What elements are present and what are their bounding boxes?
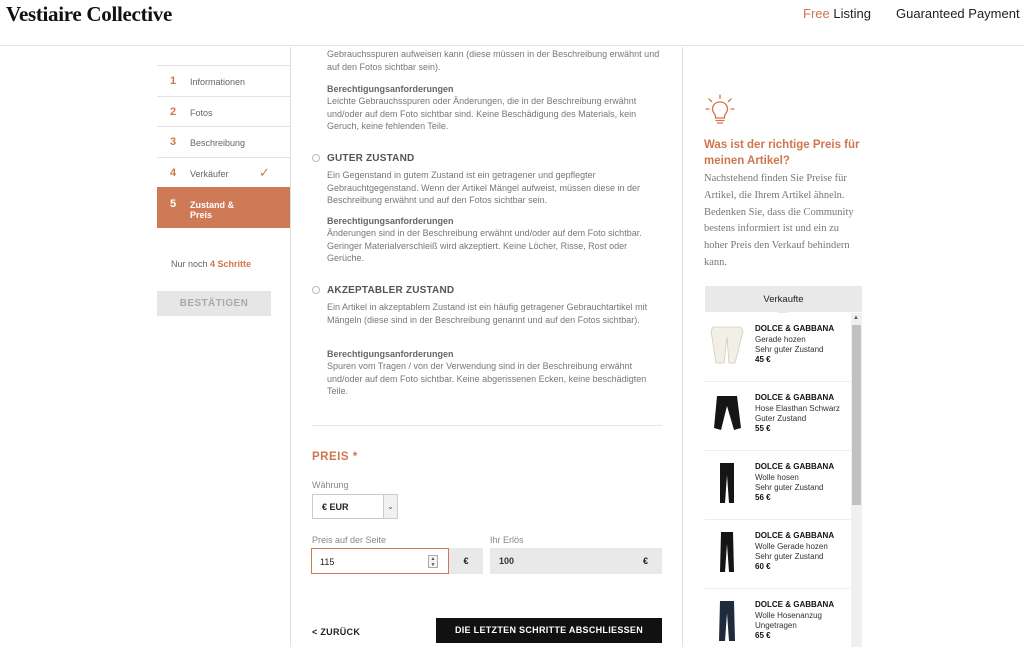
site-price-value: 115 (320, 557, 335, 567)
item-name: Gerade hozen (755, 335, 806, 344)
item-name: Wolle Hosenanzug (755, 611, 823, 620)
condition-top-text: Gebrauchsspuren aufweisen kann (diese müssen in der Beschreibung erwähnt und auf den Fotos sichtbar sein). (327, 49, 660, 72)
nav-free-rest: Listing (833, 6, 871, 21)
black-leggings-icon (707, 461, 747, 505)
site-price-input[interactable] (311, 548, 449, 574)
item-price: 65 € (755, 631, 771, 640)
chevron-down-icon[interactable]: ⌄ (383, 495, 397, 518)
item-name: Hose Elasthan Schwarz (755, 404, 840, 413)
item-price: 56 € (755, 493, 771, 502)
scroll-up-icon[interactable]: ▲ (853, 315, 859, 321)
white-trousers-icon (707, 323, 747, 367)
earnings-currency: € (642, 556, 648, 566)
logo[interactable]: Vestiaire Collective (6, 2, 173, 26)
step-label: Informationen (190, 77, 246, 87)
navy-trousers-icon (707, 599, 747, 643)
earnings-value: 100 (499, 556, 515, 566)
step-number: 3 (170, 136, 177, 148)
remaining-steps (171, 259, 251, 269)
step-number: 1 (170, 75, 177, 87)
earnings-label: Ihr Erlös (490, 535, 524, 545)
sold-list-scrollbar[interactable] (851, 313, 862, 647)
earnings-field (490, 548, 662, 574)
list-item[interactable] (705, 589, 862, 647)
item-price: 45 € (755, 355, 771, 364)
step-fotos[interactable] (157, 96, 290, 127)
step-label: Verkäufer (190, 168, 229, 179)
finish-steps-button[interactable]: DIE LETZTEN SCHRITTE ABSCHLIESSEN (436, 618, 662, 643)
nav-free-listing[interactable] (803, 6, 871, 21)
item-condition: Guter Zustand (755, 414, 807, 423)
step-number: 2 (170, 105, 177, 118)
akzeptabler-zustand-requirements: Spuren vom Tragen / von der Verwendung sind in der Beschreibung erwähnt und/oder auf dem Foto sichtbar. Keine abgerissenen Ecken, keine beschädigten Teile. (327, 361, 647, 396)
condition-top-requirements: Leichte Gebrauchsspuren oder Änderungen, die in der Beschreibung erwähnt und/oder auf dem Foto sichtbar sind. Keine Beschädigung des Materials, kein Geruch, keine fehlenden Teile. (327, 96, 637, 131)
scrollbar-thumb[interactable] (852, 325, 861, 505)
requirements-heading: Berechtigungsanforderungen (327, 216, 454, 226)
site-price-label: Preis auf der Seite (312, 535, 387, 545)
radio-akzeptabler-zustand[interactable] (312, 286, 320, 294)
requirements-heading: Berechtigungsanforderungen (327, 349, 454, 359)
guter-zustand-title[interactable]: GUTER ZUSTAND (327, 153, 415, 164)
list-item[interactable] (705, 451, 862, 520)
tab-verkaufte-label: Verkaufte (763, 294, 804, 305)
item-name: Wolle Gerade hozen (755, 542, 828, 551)
back-link[interactable]: < ZURÜCK (312, 627, 361, 637)
step-beschreibung[interactable] (157, 126, 290, 157)
radio-guter-zustand[interactable] (312, 154, 320, 162)
top-header (0, 0, 1024, 46)
currency-select[interactable] (312, 494, 398, 519)
confirm-button[interactable]: BESTÄTIGEN (157, 291, 271, 316)
section-divider (312, 425, 662, 426)
guter-zustand-text: Ein Gegenstand in gutem Zustand ist ein getragener und gepflegter Gebrauchtgegenstand. Wenn der Artikel Mängel aufweist, müssen diese in der Beschreibung erwähnt und auf den Fotos sichtbar sein. (327, 170, 641, 205)
currency-label: Währung (312, 480, 349, 490)
nav-guaranteed-payment[interactable]: Guaranteed Payment (896, 6, 1020, 21)
lightbulb-icon (705, 93, 735, 127)
guter-zustand-requirements: Änderungen sind in der Beschreibung erwähnt und/oder auf dem Foto sichtbar. Geringer Materialverschleiß wird akzeptiert. Keine Löcher, Risse, Rost oder Gerüche. (327, 228, 642, 263)
requirements-heading: Berechtigungsanforderungen (327, 84, 454, 94)
step-label: Zustand & Preis (190, 200, 234, 220)
item-brand: DOLCE & GABBANA (755, 393, 835, 402)
currency-value: € EUR (322, 502, 349, 512)
step-label: Beschreibung (190, 138, 246, 148)
step-number: 5 (170, 198, 177, 210)
step-number: 4 (170, 166, 177, 179)
akzeptabler-zustand-text: Ein Artikel in akzeptablem Zustand ist ein häufig getragener Gebrauchtartikel mit Mängeln (diese sind in der Beschreibung genannt und auf den Fotos sichtbar). (327, 302, 648, 325)
item-condition: Ungetragen (755, 621, 797, 630)
item-condition: Sehr guter Zustand (755, 552, 824, 561)
step-informationen[interactable] (157, 65, 290, 96)
list-item[interactable] (705, 382, 862, 451)
step-label: Fotos (190, 107, 213, 118)
price-currency-symbol: € (449, 548, 483, 574)
price-tip-body: Nachstehend finden Sie Preise für Artikel, die Ihrem Artikel ähneln. Bedenken Sie, dass die Community bestens informiert ist und ein zu hoher Preis den Verkauf behindern kann. (704, 173, 854, 268)
price-tip-title: Was ist der richtige Preis für meinen Artikel? (704, 139, 860, 167)
item-price: 60 € (755, 562, 771, 571)
item-brand: DOLCE & GABBANA (755, 462, 835, 471)
item-brand: DOLCE & GABBANA (755, 600, 835, 609)
list-item[interactable] (705, 313, 862, 382)
akzeptabler-zustand-title[interactable]: AKZEPTABLER ZUSTAND (327, 285, 455, 296)
divider-right (682, 47, 683, 647)
item-condition: Sehr guter Zustand (755, 345, 824, 354)
item-brand: DOLCE & GABBANA (755, 324, 835, 333)
black-cropped-trousers-icon (707, 392, 747, 436)
item-name: Wolle hosen (755, 473, 799, 482)
checkmark-icon: ✓ (259, 164, 270, 180)
remaining-count: 4 Schritte (210, 259, 252, 269)
divider-left (290, 47, 291, 647)
price-section-title: PREIS * (312, 451, 358, 463)
remaining-prefix: Nur noch (171, 259, 208, 269)
item-price: 55 € (755, 424, 771, 433)
list-item[interactable] (705, 520, 862, 589)
step-zustand-preis[interactable] (157, 187, 290, 228)
black-straight-trousers-icon (707, 530, 747, 574)
item-condition: Sehr guter Zustand (755, 483, 824, 492)
step-verkaeufer[interactable] (157, 157, 290, 188)
item-brand: DOLCE & GABBANA (755, 531, 835, 540)
sold-items-list[interactable] (705, 313, 862, 647)
steps-sidebar (157, 65, 290, 228)
tab-verkaufte[interactable] (705, 286, 862, 312)
nav-free-accent: Free (803, 6, 830, 21)
number-spinner-icon[interactable]: ▲ ▼ (428, 555, 438, 568)
